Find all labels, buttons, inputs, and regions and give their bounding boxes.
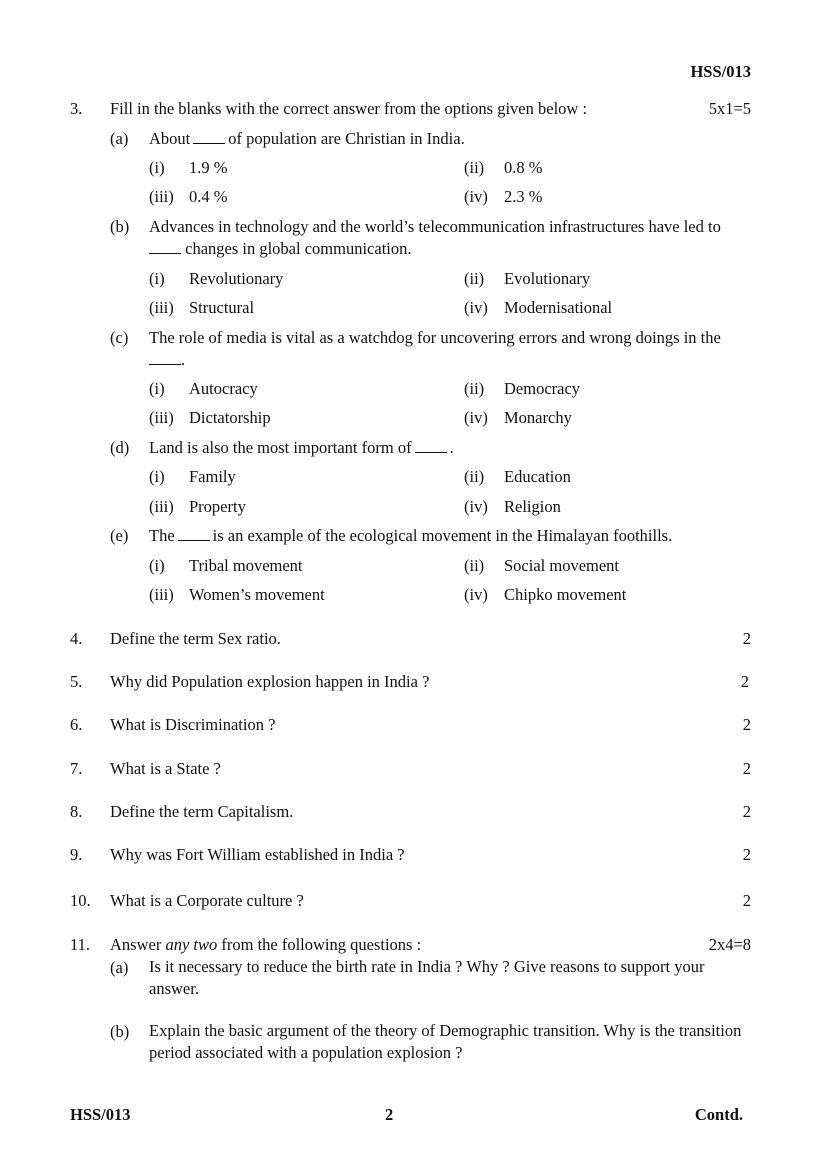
q3b-line1: Advances in technology and the world’s telecommunication infrastructures have led to: [149, 217, 721, 236]
q11a-label: (a): [110, 958, 129, 977]
q7-marks: 2: [742, 759, 751, 778]
q9-marks: 2: [742, 845, 751, 864]
q10-number: 10.: [70, 891, 91, 910]
q3a-opt3-text: 0.4 %: [189, 187, 228, 206]
q3b-opt1-num: (i): [149, 269, 165, 288]
q3c-line1: The role of media is vital as a watchdog for uncovering errors and wrong doings in the: [149, 328, 721, 347]
q3d-opt3-text: Property: [189, 497, 246, 516]
q5-marks: 2: [740, 672, 749, 691]
q3e-opt3-text: Women’s movement: [189, 585, 325, 604]
q9-number: 9.: [70, 845, 83, 864]
q10-marks: 2: [742, 891, 751, 910]
q3d-after: .: [449, 438, 454, 457]
q3e-opt4-text: Chipko movement: [504, 585, 627, 604]
blank: [149, 240, 181, 254]
q3a-opt1-text: 1.9 %: [189, 158, 228, 177]
q3c-opt3-text: Dictatorship: [189, 408, 271, 427]
blank: [415, 439, 447, 453]
q8-marks: 2: [742, 802, 751, 821]
q3d-opt1-text: Family: [189, 467, 236, 486]
q11-before: Answer: [110, 935, 162, 954]
q3a-opt1-num: (i): [149, 158, 165, 177]
q11-marks: 2x4=8: [708, 935, 751, 954]
q3e-text: [149, 526, 672, 546]
q3b-opt3-num: (iii): [149, 298, 174, 317]
q7-number: 7.: [70, 759, 83, 778]
q3e-opt1-num: (i): [149, 556, 165, 575]
q10-text: What is a Corporate culture ?: [110, 891, 304, 910]
q3c-opt1-text: Autocracy: [189, 379, 258, 398]
q3b-line2-wrap: [149, 239, 411, 259]
q3c-line2-wrap: [149, 350, 185, 370]
q11a-text: Is it necessary to reduce the birth rate in India ? Why ? Give reasons to support your answer.: [149, 957, 705, 998]
footer-contd: Contd.: [694, 1105, 743, 1124]
q11-after: from the following questions :: [221, 935, 422, 954]
q3a-opt4-num: (iv): [464, 187, 488, 206]
footer-code: HSS/013: [70, 1105, 131, 1124]
q8-text: Define the term Capitalism.: [110, 802, 294, 821]
q6-marks: 2: [742, 715, 751, 734]
q3a-label: (a): [110, 129, 129, 148]
q3d-opt2-text: Education: [504, 467, 571, 486]
q8-number: 8.: [70, 802, 83, 821]
blank: [178, 527, 210, 541]
q3a-opt4-text: 2.3 %: [504, 187, 543, 206]
q5-number: 5.: [70, 672, 83, 691]
q3c-opt2-num: (ii): [464, 379, 485, 398]
header-code: HSS/013: [690, 62, 751, 81]
q3e-opt2-num: (ii): [464, 556, 485, 575]
q3b-opt3-text: Structural: [189, 298, 255, 317]
q3b-opt1-text: Revolutionary: [189, 269, 284, 288]
q3-number: 3.: [70, 99, 83, 118]
q3b-opt2-num: (ii): [464, 269, 485, 288]
q3a-opt2-num: (ii): [464, 158, 485, 177]
q3d-opt3-num: (iii): [149, 497, 174, 516]
q3b-opt2-text: Evolutionary: [504, 269, 591, 288]
q11b-text: Explain the basic argument of the theory of Demographic transition. Why is the transition period associated with a population explosion ?: [149, 1021, 742, 1062]
q3-text: Fill in the blanks with the correct answer from the options given below :: [110, 99, 588, 118]
q11-emph: any two: [165, 935, 218, 954]
q3b-label: (b): [110, 217, 130, 236]
q3c-opt1-num: (i): [149, 379, 165, 398]
q3c-opt2-text: Democracy: [504, 379, 581, 398]
q6-number: 6.: [70, 715, 83, 734]
q4-marks: 2: [742, 629, 751, 648]
q4-text: Define the term Sex ratio.: [110, 629, 281, 648]
q3d-opt4-num: (iv): [464, 497, 488, 516]
q3c-opt3-num: (iii): [149, 408, 174, 427]
blank: [149, 351, 181, 365]
footer-page: 2: [385, 1105, 394, 1124]
q3a-text: [149, 129, 465, 149]
q3e-label: (e): [110, 526, 129, 545]
q3d-text: [149, 438, 454, 458]
q3a-after: of population are Christian in India.: [228, 129, 465, 148]
q3a-before: About: [149, 129, 191, 148]
q11-text: [110, 935, 421, 955]
q3e-before: The: [149, 526, 175, 545]
q3c-opt4-num: (iv): [464, 408, 488, 427]
q11-number: 11.: [70, 935, 91, 954]
q3d-opt1-num: (i): [149, 467, 165, 486]
q3e-opt4-num: (iv): [464, 585, 488, 604]
q3d-opt2-num: (ii): [464, 467, 485, 486]
q3c-line2: .: [181, 350, 186, 369]
q3a-opt3-num: (iii): [149, 187, 174, 206]
q11b-label: (b): [110, 1022, 130, 1041]
q3e-opt3-num: (iii): [149, 585, 174, 604]
q3e-after: is an example of the ecological movement in the Himalayan foothills.: [212, 526, 673, 545]
q3b-line2: changes in global communication.: [185, 239, 412, 258]
q3c-label: (c): [110, 328, 129, 347]
q3-marks: 5x1=5: [708, 99, 751, 118]
q3d-before: Land is also the most important form of: [149, 438, 412, 457]
q3c-opt4-text: Monarchy: [504, 408, 572, 427]
q3b-opt4-text: Modernisational: [504, 298, 613, 317]
q3a-opt2-text: 0.8 %: [504, 158, 543, 177]
q4-number: 4.: [70, 629, 83, 648]
q9-text: Why was Fort William established in India ?: [110, 845, 405, 864]
q3e-opt2-text: Social movement: [504, 556, 620, 575]
q5-text: Why did Population explosion happen in India ?: [110, 672, 430, 691]
q6-text: What is Discrimination ?: [110, 715, 276, 734]
q3d-label: (d): [110, 438, 130, 457]
blank: [193, 130, 225, 144]
q3d-opt4-text: Religion: [504, 497, 561, 516]
q3b-opt4-num: (iv): [464, 298, 488, 317]
q3e-opt1-text: Tribal movement: [189, 556, 303, 575]
q7-text: What is a State ?: [110, 759, 221, 778]
